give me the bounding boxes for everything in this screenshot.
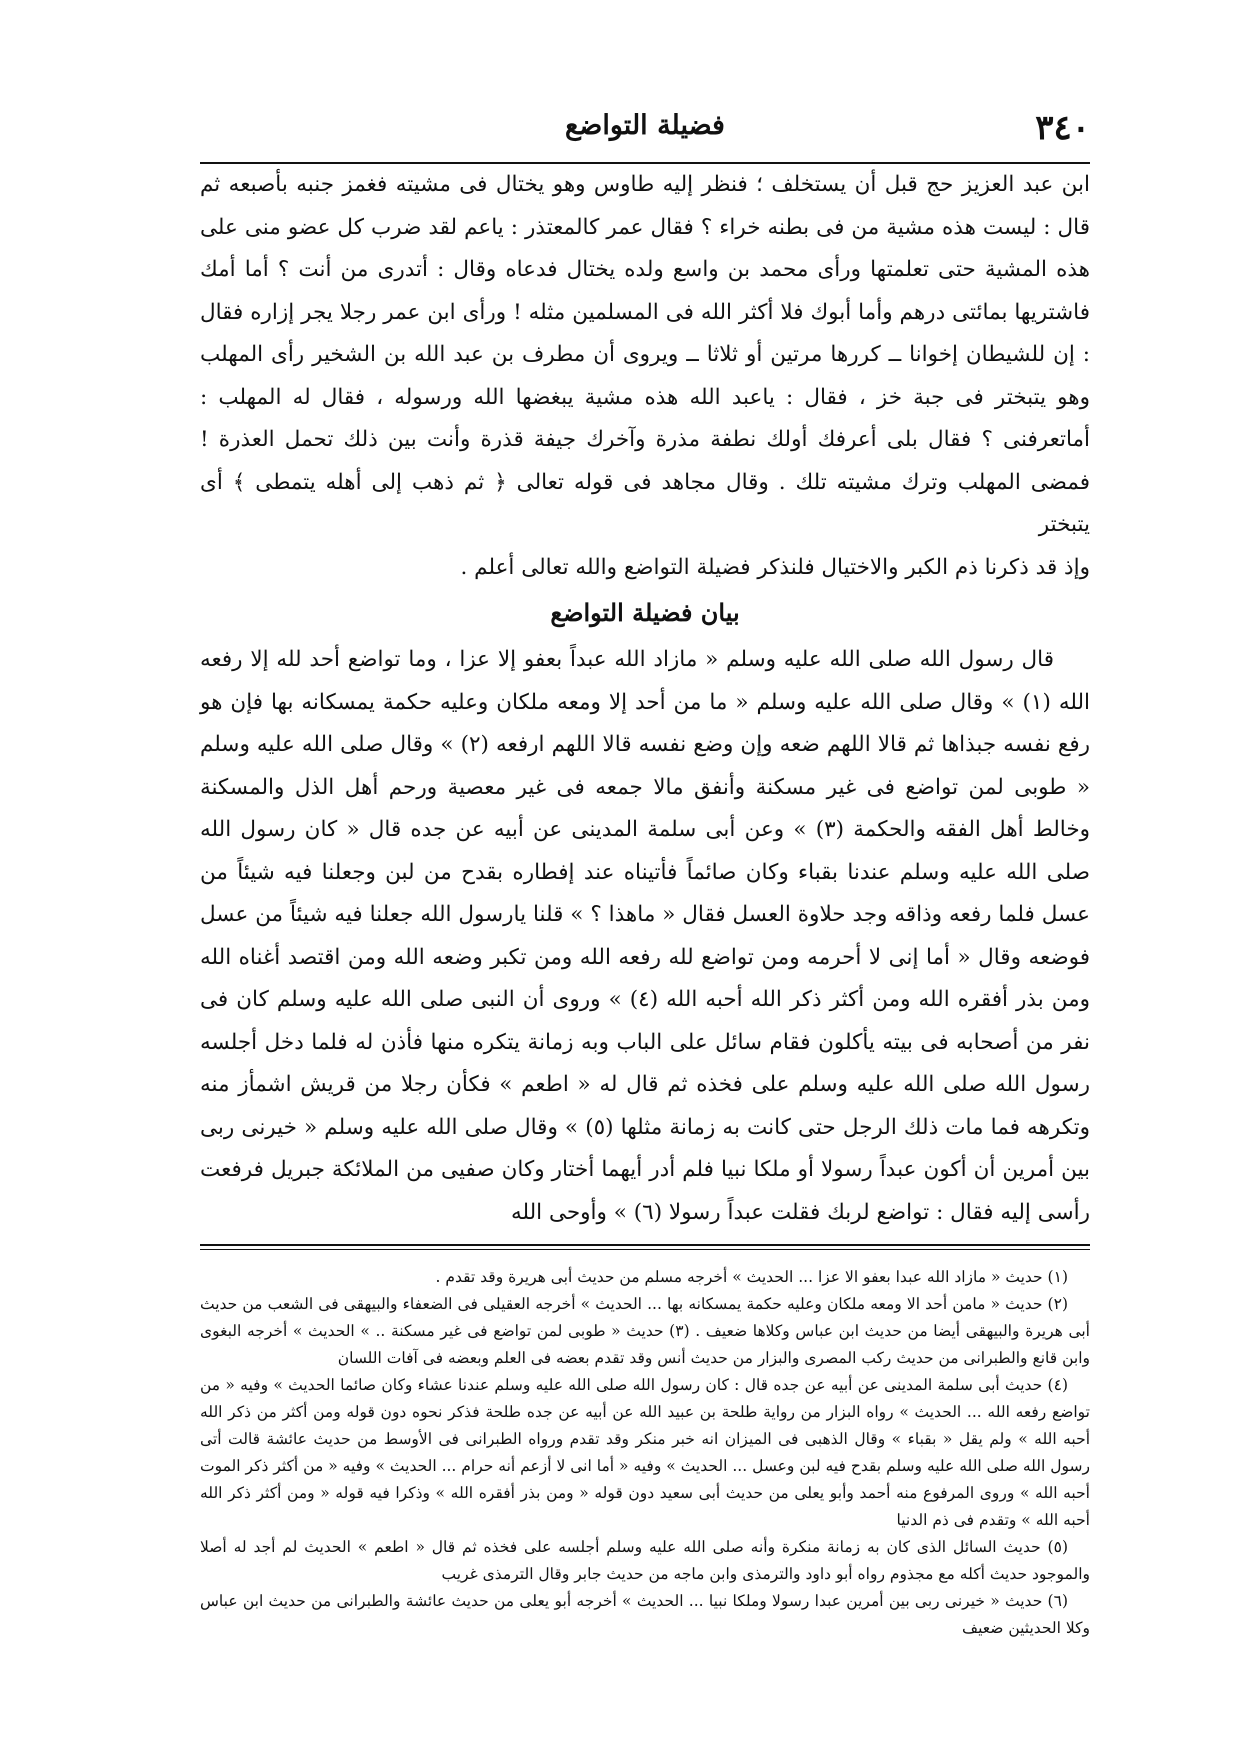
- section-heading: بيان فضيلة التواضع: [550, 598, 740, 627]
- footnote-1: (١) حديث « مازاد الله عبدا بعفو الا عزا ... الحديث » أخرجه مسلم من حديث أبى هريرة وقد تقدم .: [435, 1268, 1068, 1286]
- footnote-2-3: (٢) حديث « مامن أحد الا ومعه ملكان وعليه حكمة يمسكانه بها ... الحديث » أخرجه العقيلى فى الضعفاء والبيهقى فى الشعب من حديث أبى هريرة والبيهقى أيضا من حديث ابن عباس وكلاها ضعيف . (٣) حديث « طوبى لمن تواضع فى غير مسكنة .. » الحديث » أخرجه البغوى وابن قانع والطبرانى من حديث ركب المصرى والبزار من حديث أنس وقد تقدم بعضه فى العلم وبعضه فى آفات اللسان: [200, 1295, 1090, 1367]
- footnote-6: (٦) حديث « خيرنى ربى بين أمرين عبدا رسولا وملكا نبيا ... الحديث » أخرجه أبو يعلى من حديث عائشة والطبرانى من حديث ابن عباس وكلا الحديثين ضعيف: [200, 1592, 1090, 1637]
- page-number: ٣٤٠: [1035, 108, 1090, 148]
- page-header: [200, 100, 1090, 164]
- paragraph-2: وإذ قد ذكرنا ذم الكبر والاختيال فلنذكر فضيلة التواضع والله تعالى أعلم .: [460, 554, 1090, 580]
- paragraph-3: قال رسول الله صلى الله عليه وسلم « مازاد الله عبداً بعفو إلا عزا ، وما تواضع أحد لله إلا رفعه الله (١) » وقال صلى الله عليه وسلم « ما من أحد إلا ومعه ملكان وعليه حكمة يمسكانه بها فإن هو رفع نفسه جبذاها ثم قالا اللهم ضعه وإن وضع نفسه قالا اللهم ارفعه (٢) » وقال صلى الله عليه وسلم « طوبى لمن تواضع فى غير مسكنة وأنفق مالا جمعه فى غير معصية ورحم أهل الذل والمسكنة وخالط أهل الفقه والحكمة (٣) » وعن أبى سلمة المدينى عن أبيه عن جده قال « كان رسول الله صلى الله عليه وسلم عندنا بقباء وكان صائماً فأتيناه عند إفطاره بقدح من لبن وجعلنا فيه شيئاً من عسل فلما رفعه وذاقه وجد حلاوة العسل فقال « ماهذا ؟ » قلنا يارسول الله جعلنا فيه شيئاً من عسل فوضعه وقال « أما إنى لا أحرمه ومن تواضع لله رفعه الله ومن تكبر وضعه الله ومن اقتصد أغناه الله ومن بذر أفقره الله ومن أكثر ذكر الله أحبه الله (٤) » وروى أن النبى صلى الله عليه وسلم كان فى نفر من أصحابه فى بيته يأكلون فقام سائل على الباب وبه زمانة يتكره منها فأذن له فلما دخل أجلسه رسول الله صلى الله عليه وسلم على فخذه ثم قال له « اطعم » فكأن رجلا من قريش اشمأز منه وتكرهه فما مات ذلك الرجل حتى كانت به زمانة مثلها (٥) » وقال صلى الله عليه وسلم « خيرنى ربى بين أمرين أن أكون عبداً رسولا أو ملكا نبيا فلم أدر أيهما أختار وكان صفيى من الملائكة جبريل فرفعت رأسى إليه فقال : تواضع لربك فقلت عبداً رسولا (٦) » وأوحى الله: [200, 647, 1091, 1225]
- footnote-4: (٤) حديث أبى سلمة المدينى عن أبيه عن جده قال : كان رسول الله صلى الله عليه وسلم عندنا عشاء وكان صائما الحديث » وفيه « من تواضع رفعه الله ... الحديث » رواه البزار من رواية طلحة بن عبيد الله عن أبيه عن جده طلحة فذكر نحوه دون قوله ومن أكثر من ذكر الله أحبه الله » ولم يقل « بقباء » وقال الذهبى فى الميزان انه خبر منكر وقد تقدم ورواه الطبرانى فى الأوسط من حديث عائشة قالت أتى رسول الله صلى الله عليه وسلم بقدح فيه لبن وعسل ... الحديث » وفيه « أما انى لا أزعم أنه حرام ... الحديث » وفيه « من أكثر ذكر الموت أحبه الله » وروى المرفوع منه أحمد وأبو يعلى من حديث أبى سعيد دون قوله « ومن بذر أفقره الله » وذكرا فيه قوله « ومن أكثر ذكر الله أحبه الله » وتقدم فى ذم الدنيا: [200, 1376, 1090, 1529]
- main-text: [200, 164, 1090, 1234]
- footnotes: [200, 1264, 1090, 1642]
- running-title: فضيلة التواضع: [565, 110, 725, 141]
- footnote-divider: [200, 1244, 1090, 1250]
- footnote-5: (٥) حديث السائل الذى كان به زمانة منكرة وأنه صلى الله عليه وسلم أجلسه على فخذه ثم قال « اطعم » الحديث لم أجد له أصلا والموجود حديث أكله مع مجذوم رواه أبو داود والترمذى وابن ماجه من حديث جابر وقال الترمذى غريب: [200, 1538, 1090, 1583]
- paragraph-1: ابن عبد العزيز حج قبل أن يستخلف ؛ فنظر إليه طاوس وهو يختال فى مشيته فغمز جنبه بأصبعه ثم قال : ليست هذه مشية من فى بطنه خراء ؟ فقال عمر كالمعتذر : ياعم لقد ضرب كل عضو منى على هذه المشية حتى تعلمتها ورأى محمد بن واسع ولده يختال فدعاه وقال : أتدرى من أنت ؟ أما أمك فاشتريها بمائتى درهم وأما أبوك فلا أكثر الله فى المسلمين مثله ! ورأى ابن عمر رجلا يجر إزاره فقال : إن للشيطان إخوانا ــ كررها مرتين أو ثلاثا ــ ويروى أن مطرف بن عبد الله بن الشخير رأى المهلب وهو يتبختر فى جبة خز ، فقال : ياعبد الله هذه مشية يبغضها الله ورسوله ، فقال له المهلب : أماتعرفنى ؟ فقال بلى أعرفك أولك نطفة مذرة وآخرك جيفة قذرة وأنت بين ذلك تحمل العذرة ! فمضى المهلب وترك مشيته تلك . وقال مجاهد فى قوله تعالى ﴿ ثم ذهب إلى أهله يتمطى ﴾ أى يتبختر: [200, 172, 1090, 537]
- book-page: [200, 100, 1090, 1642]
